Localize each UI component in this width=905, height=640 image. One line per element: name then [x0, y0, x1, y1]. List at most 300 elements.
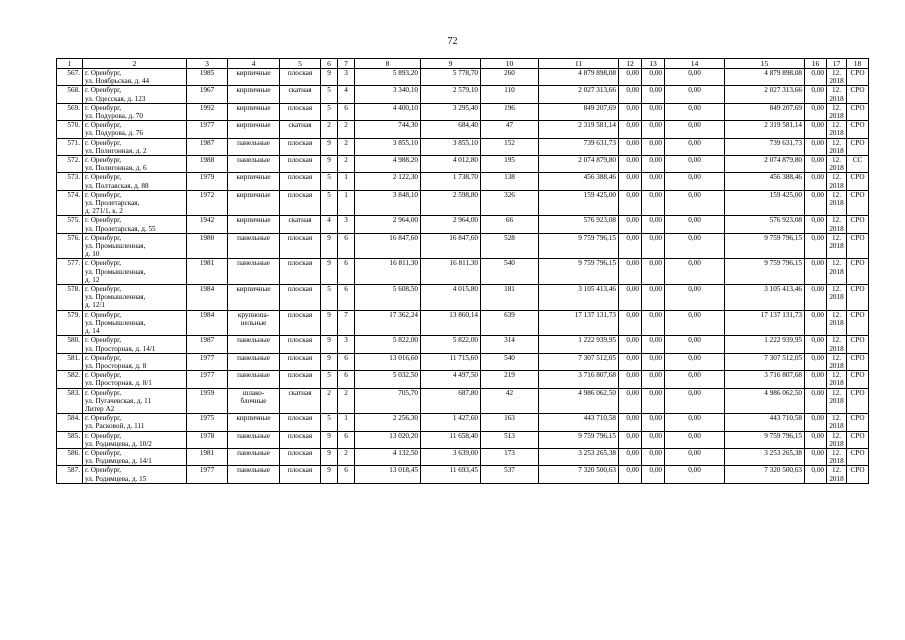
living-area-cell: 13 860,14 — [421, 310, 481, 336]
cost-col15-cell: 4 986 062,50 — [725, 388, 805, 414]
column-header: 15 — [725, 59, 805, 69]
wall-material-line: панельные — [237, 233, 270, 242]
entrances-cell: 4 — [338, 86, 355, 103]
column-header: 8 — [355, 59, 421, 69]
total-area-cell: 4 988,20 — [355, 156, 421, 173]
residents-cell: 540 — [481, 259, 539, 285]
wall-material-cell — [228, 259, 280, 285]
column-header: 7 — [338, 59, 355, 69]
cost-col14-cell: 0,00 — [665, 466, 725, 483]
cost-col12-cell: 0,00 — [619, 414, 642, 431]
wall-material-cell — [228, 103, 280, 120]
floors-cell: 5 — [321, 103, 338, 120]
roof-type-cell: плоская — [280, 448, 321, 465]
wall-material-cell — [228, 388, 280, 414]
floors-cell: 9 — [321, 156, 338, 173]
cost-col15-cell: 17 137 131,73 — [725, 310, 805, 336]
completion-date-cell — [827, 173, 847, 190]
floors-cell: 4 — [321, 216, 338, 233]
entrances-cell: 7 — [338, 310, 355, 336]
wall-material-line: нельные — [240, 318, 267, 327]
residents-cell: 47 — [481, 121, 539, 138]
total-cost-cell: 17 137 131,73 — [539, 310, 619, 336]
roof-type-cell: плоская — [280, 285, 321, 311]
residents-cell: 195 — [481, 156, 539, 173]
residents-cell: 196 — [481, 103, 539, 120]
method-cell: СРО — [847, 466, 869, 483]
address-line: ул. Одесская, д. 123 — [85, 94, 146, 103]
completion-date-cell — [827, 233, 847, 259]
cost-col12-cell: 0,00 — [619, 173, 642, 190]
completion-date-cell — [827, 216, 847, 233]
completion-date-cell — [827, 69, 847, 86]
completion-date-cell — [827, 414, 847, 431]
total-area-cell: 17 362,24 — [355, 310, 421, 336]
living-area-cell: 11 693,45 — [421, 466, 481, 483]
roof-type-cell: скатная — [280, 121, 321, 138]
cost-col15-cell: 3 105 413,46 — [725, 285, 805, 311]
address-line: ул. Промышленная, — [85, 267, 146, 276]
address-line: д. 12 — [85, 275, 100, 284]
row-number: 575. — [57, 216, 83, 233]
address-cell — [83, 353, 187, 370]
entrances-cell: 3 — [338, 69, 355, 86]
living-area-cell: 3 855,10 — [421, 138, 481, 155]
cost-col14-cell: 0,00 — [665, 86, 725, 103]
row-number: 577. — [57, 259, 83, 285]
completion-date-line: 12. — [832, 414, 841, 423]
wall-material-line: панельные — [237, 448, 270, 457]
cost-col15-cell: 2 319 581,14 — [725, 121, 805, 138]
completion-date-line: 2018 — [829, 267, 844, 276]
wall-material-line: кирпичные — [236, 173, 271, 182]
completion-date-line: 12. — [832, 336, 841, 345]
year-cell: 1977 — [187, 371, 228, 388]
address-cell — [83, 310, 187, 336]
year-cell: 1979 — [187, 173, 228, 190]
cost-col14-cell: 0,00 — [665, 285, 725, 311]
cost-col12-cell: 0,00 — [619, 86, 642, 103]
roof-type-cell: плоская — [280, 310, 321, 336]
method-cell: СРО — [847, 103, 869, 120]
completion-date-line: 12. — [832, 69, 841, 77]
cost-col16-cell: 0,00 — [805, 414, 827, 431]
cost-col16-cell: 0,00 — [805, 138, 827, 155]
living-area-cell: 1 427,60 — [421, 414, 481, 431]
total-cost-cell: 159 425,00 — [539, 190, 619, 216]
completion-date-line: 12. — [832, 353, 841, 362]
wall-material-cell — [228, 466, 280, 483]
address-line: д. 10 — [85, 250, 100, 259]
column-header: 18 — [847, 59, 869, 69]
method-cell: СС — [847, 156, 869, 173]
total-cost-cell: 7 307 512,05 — [539, 353, 619, 370]
living-area-cell: 1 738,70 — [421, 173, 481, 190]
column-header: 1 — [57, 59, 83, 69]
entrances-cell: 1 — [338, 173, 355, 190]
total-area-cell: 4 132,50 — [355, 448, 421, 465]
wall-material-line: панельные — [237, 371, 270, 380]
wall-material-line: кирпичные — [236, 103, 271, 112]
residents-cell: 326 — [481, 190, 539, 216]
address-line: ул. Пугачевская, д. 11 — [85, 396, 152, 405]
floors-cell: 9 — [321, 259, 338, 285]
cost-col16-cell: 0,00 — [805, 103, 827, 120]
row-number: 580. — [57, 336, 83, 353]
address-line: г. Оренбург, — [85, 233, 122, 242]
floors-cell: 2 — [321, 121, 338, 138]
address-cell — [83, 466, 187, 483]
address-cell — [83, 69, 187, 86]
residents-cell: 152 — [481, 138, 539, 155]
total-area-cell: 5 893,20 — [355, 69, 421, 86]
address-line: г. Оренбург, — [85, 86, 122, 95]
completion-date-cell — [827, 259, 847, 285]
cost-col14-cell: 0,00 — [665, 121, 725, 138]
address-line: г. Оренбург, — [85, 388, 122, 397]
wall-material-line: шлако- — [242, 388, 265, 397]
total-area-cell: 744,30 — [355, 121, 421, 138]
cost-col13-cell: 0,00 — [642, 414, 665, 431]
address-line: ул. Просторная, д. 14/1 — [85, 344, 156, 353]
cost-col15-cell: 576 923,08 — [725, 216, 805, 233]
cost-col14-cell: 0,00 — [665, 431, 725, 448]
address-line: ул. Просторная, д. 8 — [85, 361, 147, 370]
address-line: Литер А2 — [85, 404, 115, 413]
table-row — [57, 414, 869, 431]
total-area-cell: 3 855,10 — [355, 138, 421, 155]
address-line: г. Оренбург, — [85, 138, 122, 147]
completion-date-line: 2018 — [829, 94, 844, 103]
living-area-cell: 3 639,00 — [421, 448, 481, 465]
completion-date-line: 2018 — [829, 344, 844, 353]
completion-date-line: 12. — [832, 388, 841, 397]
address-line: ул. Промышленная, — [85, 242, 146, 251]
living-area-cell: 4 497,50 — [421, 371, 481, 388]
completion-date-line: 12. — [832, 371, 841, 380]
cost-col12-cell: 0,00 — [619, 310, 642, 336]
cost-col13-cell: 0,00 — [642, 216, 665, 233]
row-number: 579. — [57, 310, 83, 336]
roof-type-cell: плоская — [280, 173, 321, 190]
cost-col16-cell: 0,00 — [805, 336, 827, 353]
total-area-cell: 2 122,30 — [355, 173, 421, 190]
residents-cell: 110 — [481, 86, 539, 103]
cost-col12-cell: 0,00 — [619, 103, 642, 120]
cost-col12-cell: 0,00 — [619, 371, 642, 388]
address-cell — [83, 156, 187, 173]
address-cell — [83, 414, 187, 431]
table-row — [57, 466, 869, 483]
address-cell — [83, 431, 187, 448]
cost-col16-cell: 0,00 — [805, 310, 827, 336]
wall-material-cell — [228, 448, 280, 465]
year-cell: 1985 — [187, 69, 228, 86]
table-row — [57, 190, 869, 216]
address-line: д. 14 — [85, 327, 100, 336]
residents-cell: 219 — [481, 371, 539, 388]
cost-col14-cell: 0,00 — [665, 173, 725, 190]
table-body — [57, 69, 869, 484]
cost-col12-cell: 0,00 — [619, 388, 642, 414]
cost-col13-cell: 0,00 — [642, 431, 665, 448]
year-cell: 1981 — [187, 259, 228, 285]
total-area-cell: 13 020,20 — [355, 431, 421, 448]
column-header: 14 — [665, 59, 725, 69]
address-line: г. Оренбург, — [85, 121, 122, 130]
completion-date-line: 12. — [832, 216, 841, 225]
column-header: 2 — [83, 59, 187, 69]
total-cost-cell: 4 879 898,08 — [539, 69, 619, 86]
cost-col12-cell: 0,00 — [619, 156, 642, 173]
cost-col12-cell: 0,00 — [619, 233, 642, 259]
row-number: 581. — [57, 353, 83, 370]
row-number: 578. — [57, 285, 83, 311]
completion-date-line: 2018 — [829, 164, 844, 173]
floors-cell: 5 — [321, 371, 338, 388]
floors-cell: 5 — [321, 285, 338, 311]
entrances-cell: 6 — [338, 466, 355, 483]
entrances-cell: 1 — [338, 414, 355, 431]
method-cell: СРО — [847, 353, 869, 370]
completion-date-line: 12. — [832, 86, 841, 95]
total-area-cell: 13 016,60 — [355, 353, 421, 370]
address-line: г. Оренбург, — [85, 173, 122, 182]
cost-col14-cell: 0,00 — [665, 103, 725, 120]
floors-cell: 9 — [321, 336, 338, 353]
cost-col12-cell: 0,00 — [619, 121, 642, 138]
column-header: 10 — [481, 59, 539, 69]
living-area-cell: 11 658,40 — [421, 431, 481, 448]
entrances-cell: 6 — [338, 371, 355, 388]
cost-col14-cell: 0,00 — [665, 259, 725, 285]
cost-col13-cell: 0,00 — [642, 285, 665, 311]
method-cell: СРО — [847, 190, 869, 216]
total-cost-cell: 576 923,08 — [539, 216, 619, 233]
table-row — [57, 103, 869, 120]
cost-col13-cell: 0,00 — [642, 371, 665, 388]
total-area-cell: 3 340,10 — [355, 86, 421, 103]
address-cell — [83, 121, 187, 138]
cost-col13-cell: 0,00 — [642, 156, 665, 173]
completion-date-cell — [827, 336, 847, 353]
cost-col13-cell: 0,00 — [642, 69, 665, 86]
entrances-cell: 2 — [338, 121, 355, 138]
address-line: г. Оренбург, — [85, 103, 122, 112]
table-header — [57, 59, 869, 69]
completion-date-cell — [827, 121, 847, 138]
column-header: 5 — [280, 59, 321, 69]
cost-col14-cell: 0,00 — [665, 138, 725, 155]
completion-date-cell — [827, 285, 847, 311]
cost-col15-cell: 1 222 939,95 — [725, 336, 805, 353]
address-line: г. Оренбург, — [85, 371, 122, 380]
total-cost-cell: 456 388,46 — [539, 173, 619, 190]
completion-date-cell — [827, 103, 847, 120]
cost-col15-cell: 2 027 313,66 — [725, 86, 805, 103]
total-area-cell: 5 822,00 — [355, 336, 421, 353]
completion-date-line: 12. — [832, 233, 841, 242]
residents-cell: 138 — [481, 173, 539, 190]
completion-date-line: 12. — [832, 173, 841, 182]
total-cost-cell: 2 074 879,80 — [539, 156, 619, 173]
roof-type-cell: скатная — [280, 216, 321, 233]
row-number: 573. — [57, 173, 83, 190]
floors-cell: 2 — [321, 388, 338, 414]
completion-date-line: 2018 — [829, 77, 844, 86]
cost-col15-cell: 7 320 500,63 — [725, 466, 805, 483]
wall-material-cell — [228, 216, 280, 233]
table-row — [57, 138, 869, 155]
cost-col14-cell: 0,00 — [665, 310, 725, 336]
address-line: ул. Родимцева, д. 10/2 — [85, 439, 152, 448]
cost-col16-cell: 0,00 — [805, 388, 827, 414]
total-area-cell: 13 018,45 — [355, 466, 421, 483]
year-cell: 1987 — [187, 336, 228, 353]
living-area-cell: 5 778,70 — [421, 69, 481, 86]
address-line: ул. Промышленная, — [85, 318, 146, 327]
wall-material-line: крупнопа- — [237, 310, 270, 319]
table-row — [57, 69, 869, 86]
cost-col14-cell: 0,00 — [665, 414, 725, 431]
completion-date-line: 12. — [832, 103, 841, 112]
address-line: г. Оренбург, — [85, 216, 122, 225]
row-number: 583. — [57, 388, 83, 414]
completion-date-line: 2018 — [829, 361, 844, 370]
roof-type-cell: плоская — [280, 259, 321, 285]
address-line: ул. Ноябрьская, д. 44 — [85, 77, 150, 86]
roof-type-cell: плоская — [280, 466, 321, 483]
address-cell — [83, 86, 187, 103]
completion-date-line: 2018 — [829, 379, 844, 388]
column-header: 4 — [228, 59, 280, 69]
address-cell — [83, 448, 187, 465]
total-cost-cell: 9 759 796,15 — [539, 431, 619, 448]
floors-cell: 9 — [321, 138, 338, 155]
address-line: ул. Родимцева, д. 15 — [85, 474, 147, 483]
row-number: 587. — [57, 466, 83, 483]
address-cell — [83, 388, 187, 414]
living-area-cell: 4 012,80 — [421, 156, 481, 173]
row-number: 574. — [57, 190, 83, 216]
residents-cell: 173 — [481, 448, 539, 465]
address-cell — [83, 216, 187, 233]
total-cost-cell: 739 631,73 — [539, 138, 619, 155]
floors-cell: 5 — [321, 414, 338, 431]
address-cell — [83, 336, 187, 353]
method-cell: СРО — [847, 233, 869, 259]
address-line: ул. Просторная, д. 8/1 — [85, 379, 152, 388]
year-cell: 1992 — [187, 103, 228, 120]
floors-cell: 9 — [321, 310, 338, 336]
address-cell — [83, 371, 187, 388]
completion-date-line: 12. — [832, 259, 841, 268]
cost-col15-cell: 3 716 807,68 — [725, 371, 805, 388]
cost-col16-cell: 0,00 — [805, 121, 827, 138]
cost-col15-cell: 456 388,46 — [725, 173, 805, 190]
cost-col13-cell: 0,00 — [642, 233, 665, 259]
completion-date-cell — [827, 310, 847, 336]
address-line: г. Оренбург, — [85, 431, 122, 440]
residents-cell: 163 — [481, 414, 539, 431]
roof-type-cell: плоская — [280, 190, 321, 216]
living-area-cell: 5 822,00 — [421, 336, 481, 353]
completion-date-line: 2018 — [829, 242, 844, 251]
total-cost-cell: 849 207,69 — [539, 103, 619, 120]
address-line: ул. Полигонная, д. 2 — [85, 146, 147, 155]
living-area-cell: 11 715,60 — [421, 353, 481, 370]
entrances-cell: 6 — [338, 103, 355, 120]
roof-type-cell: плоская — [280, 353, 321, 370]
living-area-cell: 2 598,80 — [421, 190, 481, 216]
address-cell — [83, 103, 187, 120]
table-row — [57, 173, 869, 190]
method-cell: СРО — [847, 448, 869, 465]
method-cell: СРО — [847, 121, 869, 138]
row-number: 576. — [57, 233, 83, 259]
residents-cell: 540 — [481, 353, 539, 370]
total-cost-cell: 7 320 500,63 — [539, 466, 619, 483]
wall-material-line: панельные — [237, 259, 270, 268]
wall-material-cell — [228, 353, 280, 370]
roof-type-cell: плоская — [280, 371, 321, 388]
wall-material-line: панельные — [237, 156, 270, 165]
completion-date-cell — [827, 138, 847, 155]
column-header: 11 — [539, 59, 619, 69]
roof-type-cell: плоская — [280, 69, 321, 86]
roof-type-cell: плоская — [280, 414, 321, 431]
cost-col12-cell: 0,00 — [619, 431, 642, 448]
living-area-cell: 684,40 — [421, 121, 481, 138]
address-line: ул. Подурова, д. 76 — [85, 129, 143, 138]
cost-col12-cell: 0,00 — [619, 138, 642, 155]
wall-material-cell — [228, 371, 280, 388]
cost-col16-cell: 0,00 — [805, 431, 827, 448]
wall-material-line: кирпичные — [236, 216, 271, 225]
year-cell: 1975 — [187, 414, 228, 431]
cost-col12-cell: 0,00 — [619, 285, 642, 311]
address-line: д. 271/1, к. 2 — [85, 207, 123, 216]
table-row — [57, 448, 869, 465]
cost-col12-cell: 0,00 — [619, 190, 642, 216]
method-cell: СРО — [847, 431, 869, 448]
housing-register-table — [56, 58, 869, 484]
entrances-cell: 2 — [338, 156, 355, 173]
address-line: г. Оренбург, — [85, 69, 122, 77]
living-area-cell: 2 579,10 — [421, 86, 481, 103]
total-area-cell: 5 032,50 — [355, 371, 421, 388]
completion-date-line: 12. — [832, 285, 841, 294]
completion-date-line: 12. — [832, 431, 841, 440]
table-row — [57, 371, 869, 388]
method-cell: СРО — [847, 285, 869, 311]
cost-col16-cell: 0,00 — [805, 86, 827, 103]
total-cost-cell: 4 986 062,50 — [539, 388, 619, 414]
cost-col16-cell: 0,00 — [805, 173, 827, 190]
wall-material-line: кирпичные — [236, 121, 271, 130]
cost-col15-cell: 9 759 796,15 — [725, 233, 805, 259]
address-line: ул. Родимцева, д. 14/1 — [85, 457, 152, 466]
floors-cell: 9 — [321, 233, 338, 259]
total-area-cell: 2 256,30 — [355, 414, 421, 431]
cost-col13-cell: 0,00 — [642, 310, 665, 336]
entrances-cell: 6 — [338, 353, 355, 370]
entrances-cell: 6 — [338, 233, 355, 259]
method-cell: СРО — [847, 216, 869, 233]
completion-date-cell — [827, 466, 847, 483]
cost-col15-cell: 4 879 898,08 — [725, 69, 805, 86]
completion-date-line: 2018 — [829, 146, 844, 155]
